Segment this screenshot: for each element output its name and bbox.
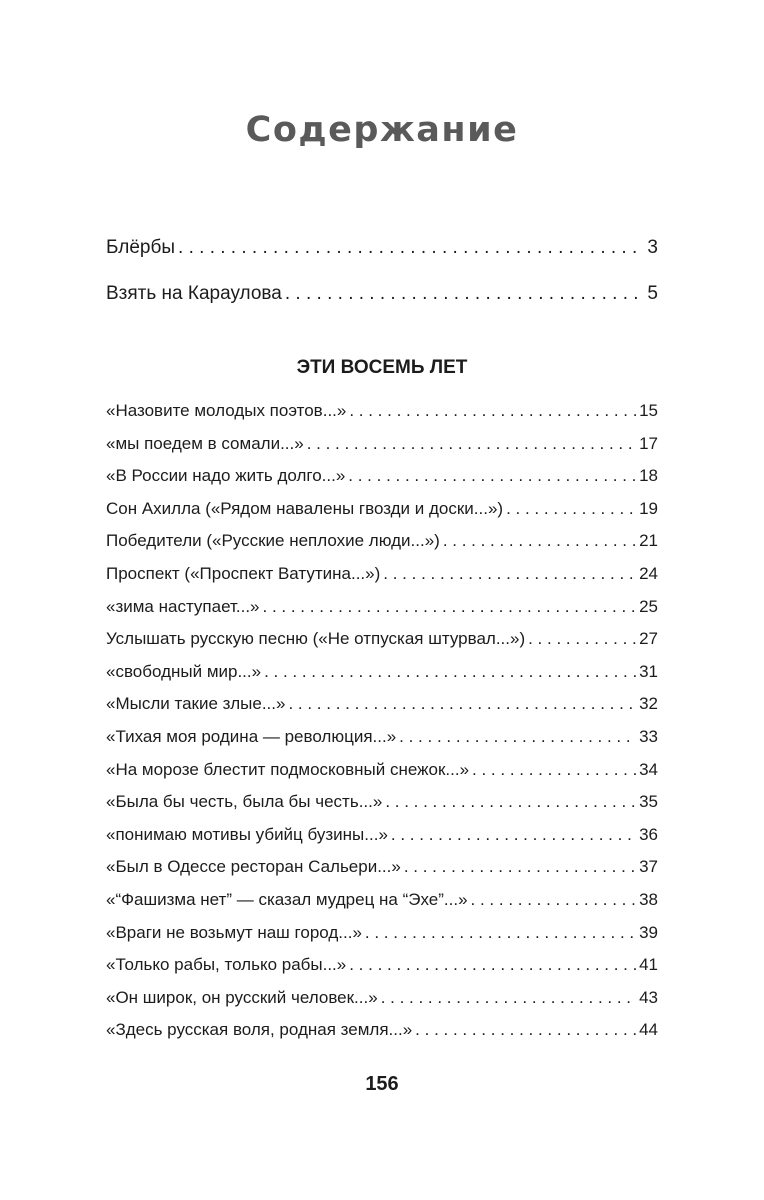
toc-leader-dots — [471, 887, 637, 913]
toc-entry-title: Взять на Караулова — [106, 283, 282, 304]
toc-entry-title: «В России надо жить долго...» — [106, 466, 346, 486]
toc-entry-title: Победители («Русские неплохие люди...») — [106, 531, 440, 551]
toc-entry-page: 15 — [639, 401, 658, 420]
toc-entry-title: Проспект («Проспект Ватутина...») — [106, 564, 381, 583]
toc-entry-title: «Здесь русская воля, родная земля...» — [106, 1020, 413, 1040]
toc-entry-page: 35 — [639, 792, 658, 812]
toc-entry[interactable] — [106, 854, 658, 880]
toc-entry-title: «Он широк, он русский человек...» — [106, 987, 378, 1007]
toc-leader-dots — [178, 234, 644, 262]
toc-leader-dots — [263, 594, 637, 620]
toc-entry[interactable] — [106, 528, 658, 554]
toc-leader-dots — [264, 659, 636, 685]
toc-leader-dots — [383, 561, 636, 587]
toc-entry-page: 44 — [639, 1020, 658, 1040]
toc-leader-dots — [415, 1017, 636, 1043]
section-heading: ЭТИ ВОСЕМЬ ЛЕТ — [296, 357, 468, 378]
toc-entry-title: «понимаю мотивы убийц бузины...» — [106, 824, 388, 844]
toc-entry[interactable] — [106, 920, 658, 946]
toc-entry-page: 5 — [647, 283, 658, 304]
toc-entry-title: «свободный мир...» — [106, 661, 262, 681]
toc-entry-title: «Был в Одессе ресторан Сальери...» — [106, 857, 401, 877]
toc-entry-title: «На морозе блестит подмосковный снежок...» — [106, 759, 470, 779]
toc-leader-dots — [307, 431, 636, 457]
toc-entry[interactable] — [106, 952, 658, 978]
toc-entry-page: 36 — [639, 824, 658, 844]
toc-entry[interactable] — [106, 561, 658, 587]
toc-entry-page: 18 — [639, 466, 658, 486]
toc-entry[interactable] — [106, 234, 658, 262]
toc-leader-dots — [288, 691, 636, 717]
toc-entry[interactable] — [106, 789, 658, 815]
toc-entry-title: Сон Ахилла («Рядом навалены гвозди и доски...») — [106, 498, 504, 518]
toc-entry[interactable] — [106, 985, 658, 1011]
toc-entry[interactable] — [106, 691, 658, 717]
toc-entry[interactable] — [106, 280, 658, 308]
toc-entry-title: «Тихая моя родина — революция...» — [106, 727, 397, 746]
toc-entry-title: Блёрбы — [106, 237, 176, 258]
toc-entry[interactable] — [106, 626, 658, 652]
toc-entry-page: 25 — [639, 596, 658, 616]
toc-entry[interactable] — [106, 659, 658, 685]
toc-entry-page: 33 — [639, 727, 658, 746]
toc-leader-dots — [348, 463, 636, 489]
toc-entry-title: «Только рабы, только рабы...» — [106, 955, 347, 975]
toc-leader-dots — [472, 757, 636, 783]
toc-entry[interactable] — [106, 463, 658, 489]
toc-entry-page: 38 — [639, 890, 658, 909]
toc-entry-page: 19 — [639, 498, 658, 518]
toc-leader-dots — [349, 398, 636, 424]
toc-entry-page: 21 — [639, 531, 658, 551]
toc-leader-dots — [528, 626, 636, 652]
toc-leader-dots — [349, 952, 636, 978]
page-title: Содержание — [245, 110, 519, 150]
toc-entry[interactable] — [106, 398, 658, 424]
toc-leader-dots — [399, 724, 636, 750]
toc-entry-title: Услышать русскую песню («Не отпуская штурвал...») — [106, 629, 526, 649]
toc-leader-dots — [285, 280, 645, 308]
page-number: 156 — [365, 1073, 399, 1095]
toc-entry[interactable] — [106, 724, 658, 750]
toc-entry-title: «Мысли такие злые...» — [106, 694, 286, 714]
toc-entry-page: 17 — [639, 433, 658, 453]
toc-entry-page: 37 — [639, 857, 658, 877]
toc-entry-page: 39 — [639, 922, 658, 942]
toc-entry-title: «Враги не возьмут наш город...» — [106, 922, 362, 942]
toc-entry[interactable] — [106, 1017, 658, 1043]
toc-entry[interactable] — [106, 594, 658, 620]
toc-leader-dots — [404, 854, 636, 880]
toc-leader-dots — [365, 920, 636, 946]
toc-entry-page: 27 — [639, 629, 658, 649]
toc-entry-page: 43 — [639, 987, 658, 1007]
toc-leader-dots — [506, 496, 636, 522]
toc-entry-page: 41 — [639, 955, 658, 975]
toc-entry-page: 34 — [639, 759, 658, 779]
toc-leader-dots — [443, 528, 636, 554]
toc-entry-page: 31 — [639, 661, 658, 681]
toc-entry-title: «зима наступает...» — [106, 596, 260, 616]
toc-entry-title: «Назовите молодых поэтов...» — [106, 401, 347, 420]
toc-entry-title: «мы поедем в сомали...» — [106, 433, 304, 453]
toc-entry-title: «Была бы честь, была бы честь...» — [106, 792, 383, 812]
toc-entry-page: 32 — [639, 694, 658, 714]
toc-leader-dots — [381, 985, 636, 1011]
toc-entry-page: 3 — [647, 237, 658, 258]
toc-entry-title: «“Фашизма нет” — сказал мудрец на “Эхе”...» — [106, 890, 468, 909]
toc-entry[interactable] — [106, 887, 658, 913]
toc-leader-dots — [385, 789, 636, 815]
toc-entry[interactable] — [106, 431, 658, 457]
toc-entry[interactable] — [106, 822, 658, 848]
toc-entry[interactable] — [106, 496, 658, 522]
toc-entry[interactable] — [106, 757, 658, 783]
toc-entry-page: 24 — [639, 564, 658, 583]
toc-leader-dots — [391, 822, 636, 848]
